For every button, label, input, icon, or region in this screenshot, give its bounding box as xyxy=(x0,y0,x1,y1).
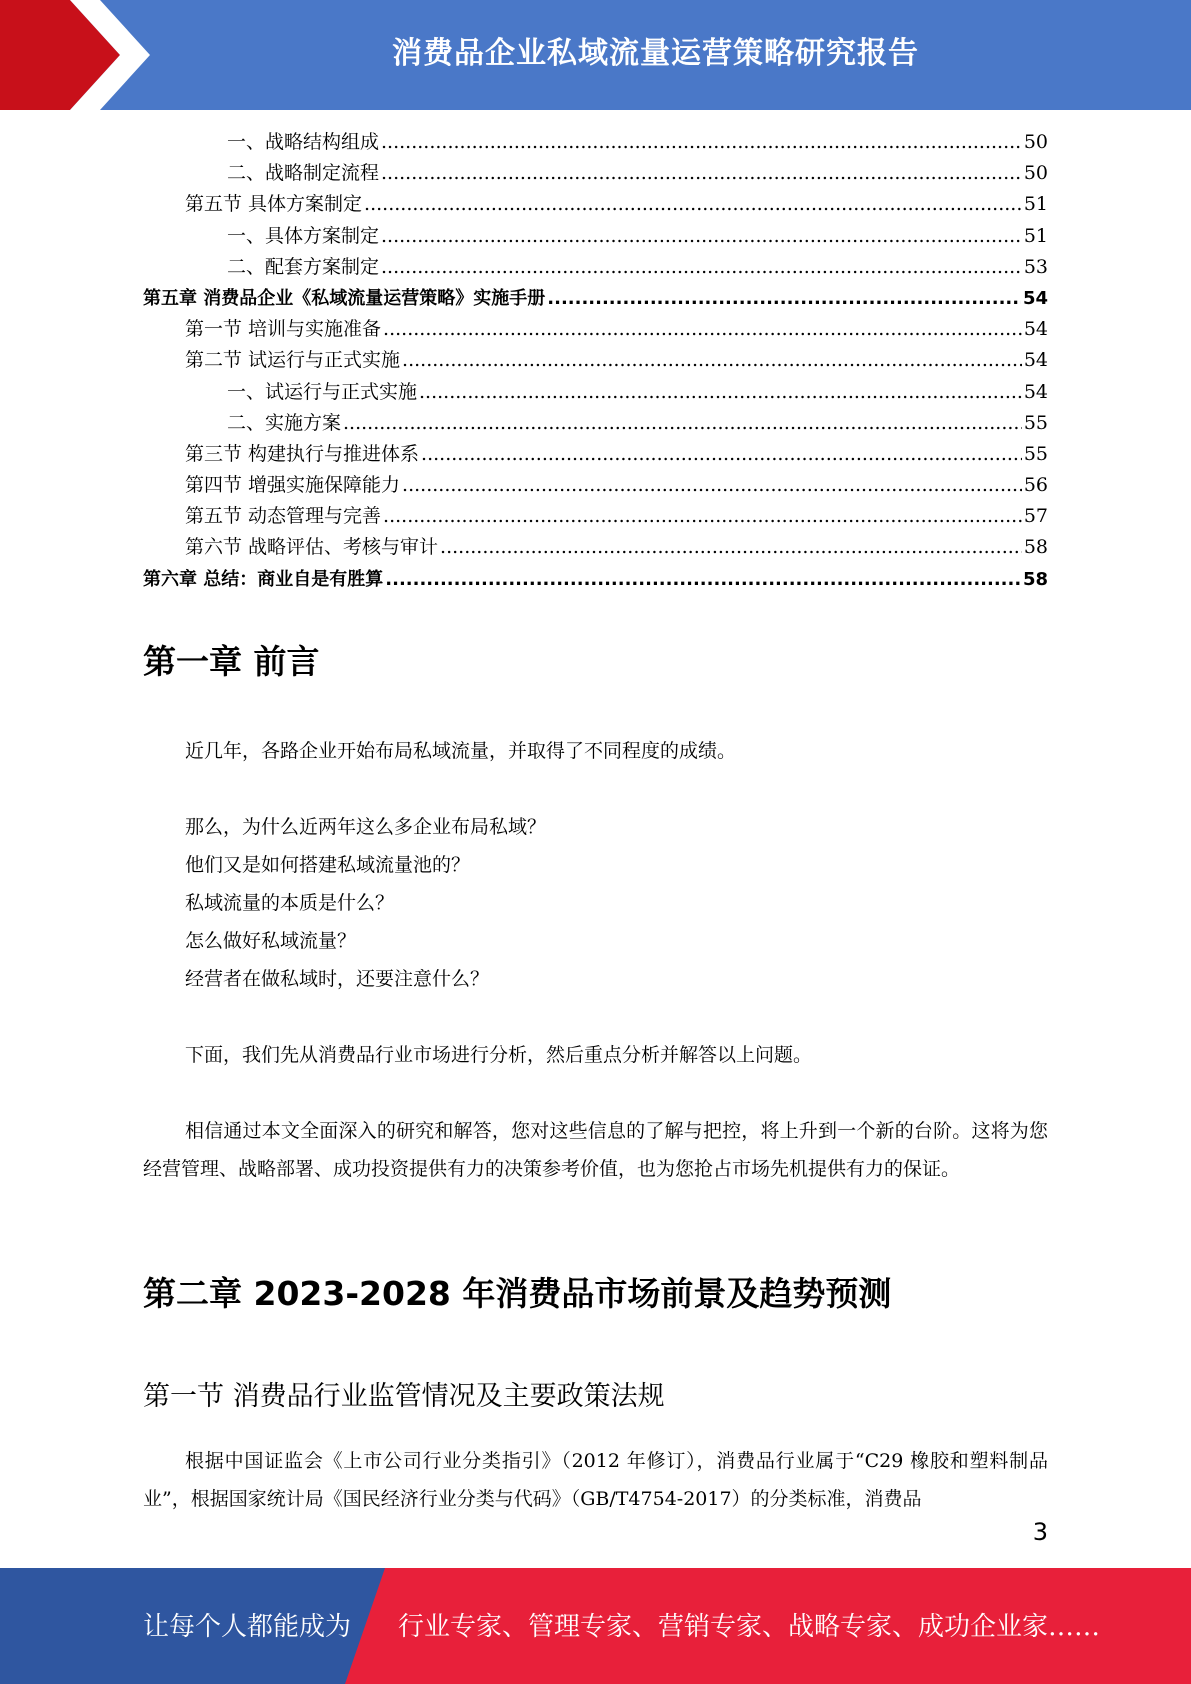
toc-entry-page: 53 xyxy=(1023,255,1048,278)
toc-entry-page: 51 xyxy=(1023,224,1048,247)
footer-slogan-left: 让每个人都能成为 xyxy=(143,1612,352,1642)
page-number: 3 xyxy=(1032,1518,1048,1546)
toc-entry-label: 第六章 总结：商业自是有胜算 xyxy=(143,568,384,590)
toc-entry-label: 第一节 培训与实施准备 xyxy=(185,318,382,341)
toc-entry[interactable] xyxy=(143,221,1048,252)
section-1-body xyxy=(143,1442,1048,1518)
toc-entry[interactable] xyxy=(143,439,1048,470)
toc-entry-page: 56 xyxy=(1023,474,1048,497)
toc-entry[interactable] xyxy=(143,532,1048,563)
toc-entry-label: 二、战略制定流程 xyxy=(227,162,380,185)
toc-leader-dots xyxy=(402,470,1022,501)
toc-leader-dots xyxy=(381,127,1022,158)
toc-entry-page: 50 xyxy=(1023,162,1048,185)
chapter-1-title: 第一章 前言 xyxy=(143,642,320,681)
toc-entry-page: 54 xyxy=(1023,318,1048,341)
table-of-contents xyxy=(143,127,1048,595)
section-1-paragraph: 根据中国证监会《上市公司行业分类指引》（2012 年修订），消费品行业属于“C29 橡胶和塑料制品业”，根据国家统计局《国民经济行业分类与代码》（GB/T4754-2017）的分类标准，消费品 xyxy=(143,1450,1048,1510)
question-list xyxy=(143,808,1048,998)
toc-entry[interactable] xyxy=(143,158,1048,189)
footer-slogan-right: 行业专家、管理专家、营销专家、战略专家、成功企业家…… xyxy=(398,1612,1101,1642)
toc-entry-page: 54 xyxy=(1023,349,1048,372)
intro-paragraph: 近几年，各路企业开始布局私域流量，并取得了不同程度的成绩。 xyxy=(185,740,737,762)
toc-entry[interactable] xyxy=(143,564,1048,595)
list-item: 他们又是如何搭建私域流量池的？ xyxy=(185,854,471,876)
list-item: 那么，为什么近两年这么多企业布局私域？ xyxy=(185,816,547,838)
chapter-1 xyxy=(143,636,1048,683)
toc-leader-dots xyxy=(547,283,1021,314)
toc-leader-dots xyxy=(402,345,1022,376)
toc-entry[interactable] xyxy=(143,377,1048,408)
toc-entry[interactable] xyxy=(143,501,1048,532)
toc-entry-label: 第四节 增强实施保障能力 xyxy=(185,474,401,497)
toc-entry[interactable] xyxy=(143,252,1048,283)
toc-leader-dots xyxy=(364,189,1022,220)
toc-leader-dots xyxy=(343,408,1022,439)
toc-entry-page: 58 xyxy=(1023,536,1048,559)
toc-entry-label: 第三节 构建执行与推进体系 xyxy=(185,442,420,465)
section-1 xyxy=(143,1374,1048,1413)
toc-entry[interactable] xyxy=(143,283,1048,314)
toc-entry-label: 二、配套方案制定 xyxy=(227,255,380,278)
paragraph-3-wrap xyxy=(143,1112,1048,1188)
toc-leader-dots xyxy=(381,252,1022,283)
paragraph-3: 相信通过本文全面深入的研究和解答，您对这些信息的了解与把控，将上升到一个新的台阶。这将为您经营管理、战略部署、成功投资提供有力的决策参考价值，也为您抢占市场先机提供有力的保证。 xyxy=(143,1120,1048,1180)
toc-leader-dots xyxy=(383,314,1022,345)
toc-entry-label: 一、试运行与正式实施 xyxy=(227,380,418,403)
toc-leader-dots xyxy=(421,439,1022,470)
toc-entry-label: 一、战略结构组成 xyxy=(227,131,380,153)
toc-entry[interactable] xyxy=(143,408,1048,439)
toc-entry-page: 54 xyxy=(1022,287,1048,309)
toc-entry-page: 55 xyxy=(1023,411,1048,434)
toc-entry[interactable] xyxy=(143,314,1048,345)
toc-leader-dots xyxy=(419,377,1022,408)
toc-entry-page: 58 xyxy=(1022,568,1048,590)
chapter-2 xyxy=(143,1268,1048,1315)
toc-leader-dots xyxy=(385,564,1021,595)
list-item: 经营者在做私域时，还要注意什么？ xyxy=(185,968,490,990)
chapter-2-title: 第二章 2023-2028 年消费品市场前景及趋势预测 xyxy=(143,1274,892,1313)
footer-band xyxy=(0,1568,1191,1684)
toc-leader-dots xyxy=(381,221,1022,252)
toc-entry-label: 二、实施方案 xyxy=(227,411,342,434)
toc-leader-dots xyxy=(383,501,1022,532)
toc-entry-page: 57 xyxy=(1023,505,1048,528)
list-item: 怎么做好私域流量？ xyxy=(185,930,357,952)
toc-entry-page: 50 xyxy=(1023,131,1048,153)
toc-entry[interactable] xyxy=(143,127,1048,158)
toc-entry-label: 一、具体方案制定 xyxy=(227,224,380,247)
paragraph-2: 下面，我们先从消费品行业市场进行分析，然后重点分析并解答以上问题。 xyxy=(185,1044,813,1066)
toc-entry[interactable] xyxy=(143,189,1048,220)
toc-entry-label: 第五节 具体方案制定 xyxy=(185,193,363,216)
paragraph-2-wrap xyxy=(143,1036,1048,1074)
section-1-title: 第一节 消费品行业监管情况及主要政策法规 xyxy=(143,1381,665,1412)
toc-entry-page: 55 xyxy=(1023,442,1048,465)
toc-entry-label: 第六节 战略评估、考核与审计 xyxy=(185,536,439,559)
list-item: 私域流量的本质是什么？ xyxy=(185,892,395,914)
toc-entry[interactable] xyxy=(143,345,1048,376)
chapter-1-body xyxy=(143,732,1048,770)
header-band xyxy=(0,0,1191,110)
toc-entry-page: 51 xyxy=(1023,193,1048,216)
toc-leader-dots xyxy=(381,158,1022,189)
toc-entry-page: 54 xyxy=(1023,380,1048,403)
toc-leader-dots xyxy=(440,532,1022,563)
toc-entry-label: 第二节 试运行与正式实施 xyxy=(185,349,401,372)
report-title: 消费品企业私域流量运营策略研究报告 xyxy=(392,36,919,71)
toc-entry-label: 第五节 动态管理与完善 xyxy=(185,505,382,528)
toc-entry[interactable] xyxy=(143,470,1048,501)
toc-entry-label: 第五章 消费品企业《私域流量运营策略》实施手册 xyxy=(143,287,546,309)
